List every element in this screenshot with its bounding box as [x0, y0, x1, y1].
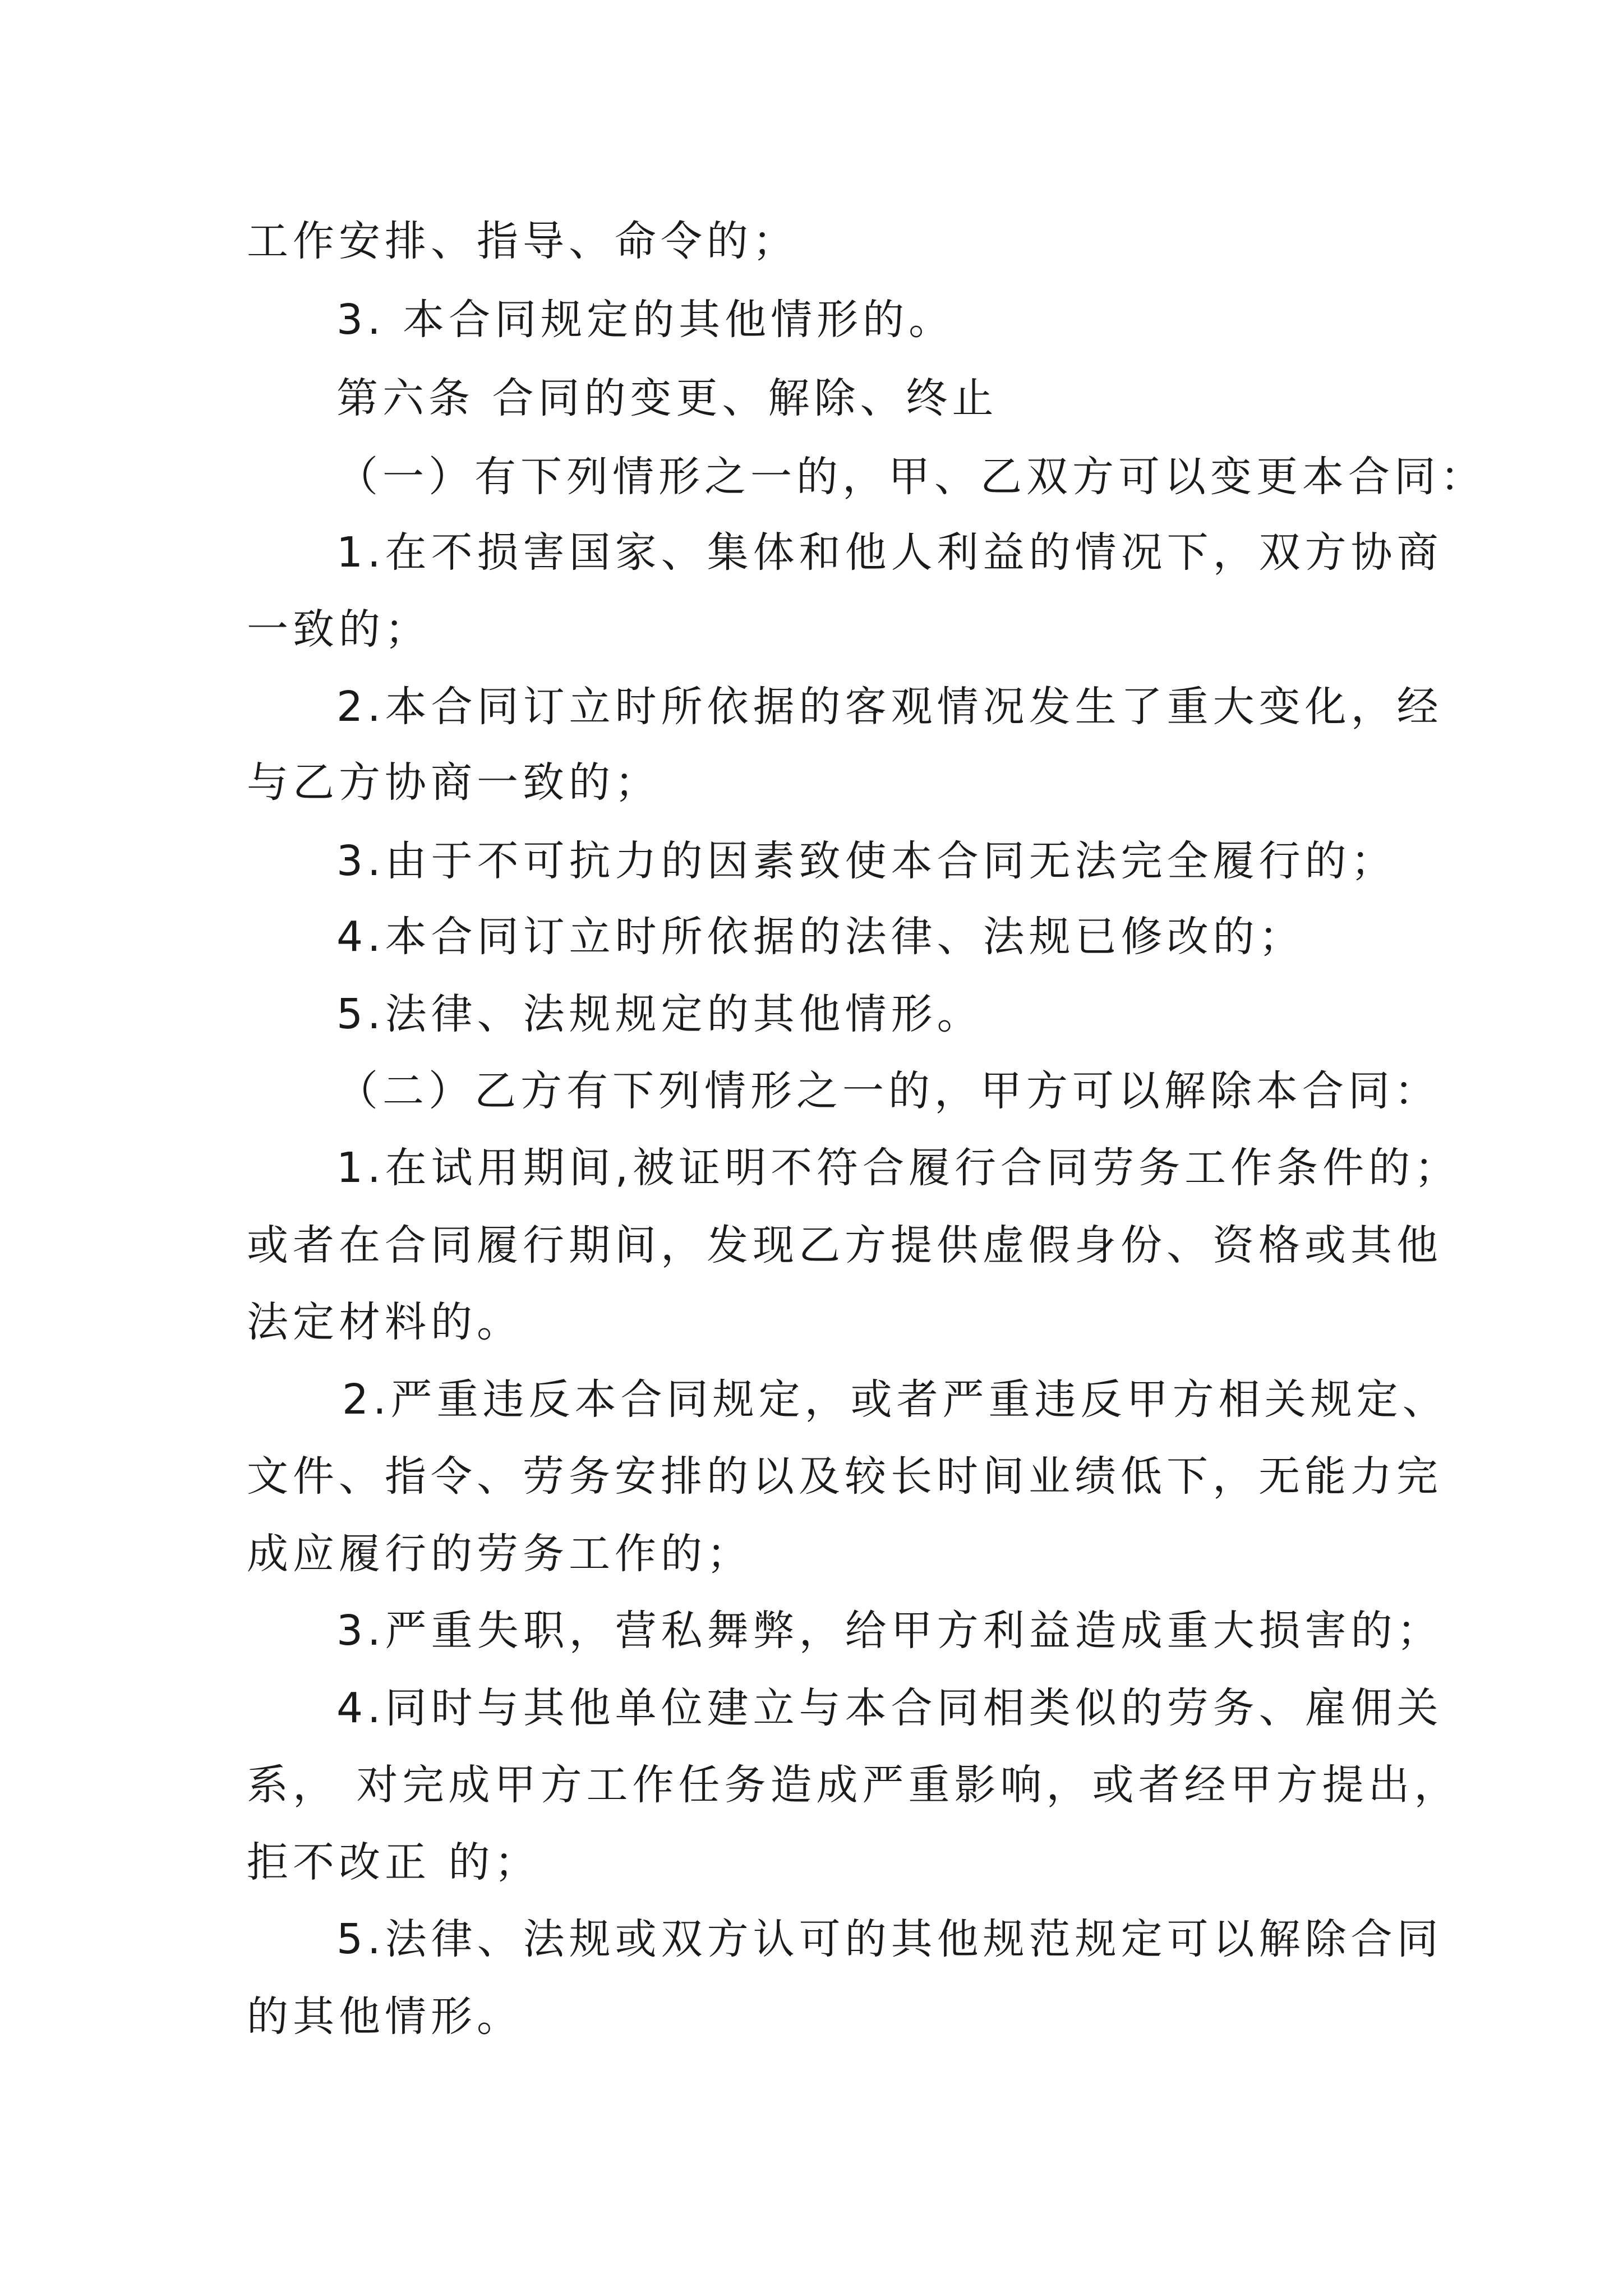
text-line: 2.严重违反本合同规定，或者严重违反甲方相关规定、	[342, 1375, 1449, 1424]
text-line: 的其他情形。	[247, 1993, 523, 2041]
text-line: （二）乙方有下列情形之一的，甲方可以解除本合同：	[336, 1067, 1440, 1115]
section-heading: 第六条 合同的变更、解除、终止	[336, 374, 998, 422]
text-line: 4.同时与其他单位建立与本合同相类似的劳务、雇佣关	[336, 1684, 1443, 1732]
text-line: 4.本合同订立时所依据的法律、法规已修改的；	[336, 913, 1305, 961]
text-line: 5.法律、法规或双方认可的其他规范规定可以解除合同	[336, 1915, 1443, 1963]
text-line: 3.由于不可抗力的因素致使本合同无法完全履行的；	[336, 837, 1397, 885]
text-line: 或者在合同履行期间，发现乙方提供虚假身份、资格或其他	[247, 1221, 1442, 1269]
text-line: 5.法律、法规规定的其他情形。	[336, 990, 983, 1038]
text-line: 法定材料的。	[247, 1298, 523, 1346]
text-line: 3.严重失职，营私舞弊，给甲方利益造成重大损害的；	[336, 1607, 1443, 1655]
text-line: （一）有下列情形之一的，甲、乙双方可以变更本合同：	[336, 453, 1486, 501]
text-line: 与乙方协商一致的；	[247, 758, 661, 807]
text-line: 文件、指令、劳务安排的以及较长时间业绩低下，无能力完	[247, 1452, 1442, 1501]
text-line: 系， 对完成甲方工作任务造成严重影响，或者经甲方提出，	[247, 1761, 1460, 1809]
text-line: 成应履行的劳务工作的；	[247, 1530, 753, 1578]
text-line: 3. 本合同规定的其他情形的。	[336, 296, 955, 344]
text-line: 1.在不损害国家、集体和他人利益的情况下，双方协商	[336, 528, 1443, 577]
text-line: 工作安排、指导、命令的；	[247, 217, 799, 265]
text-line: 2.本合同订立时所依据的客观情况发生了重大变化，经	[336, 683, 1443, 731]
text-line: 1.在试用期间,被证明不符合履行合同劳务工作条件的；	[336, 1144, 1461, 1192]
text-line: 一致的；	[247, 605, 431, 654]
text-line: 拒不改正 的；	[247, 1838, 541, 1887]
